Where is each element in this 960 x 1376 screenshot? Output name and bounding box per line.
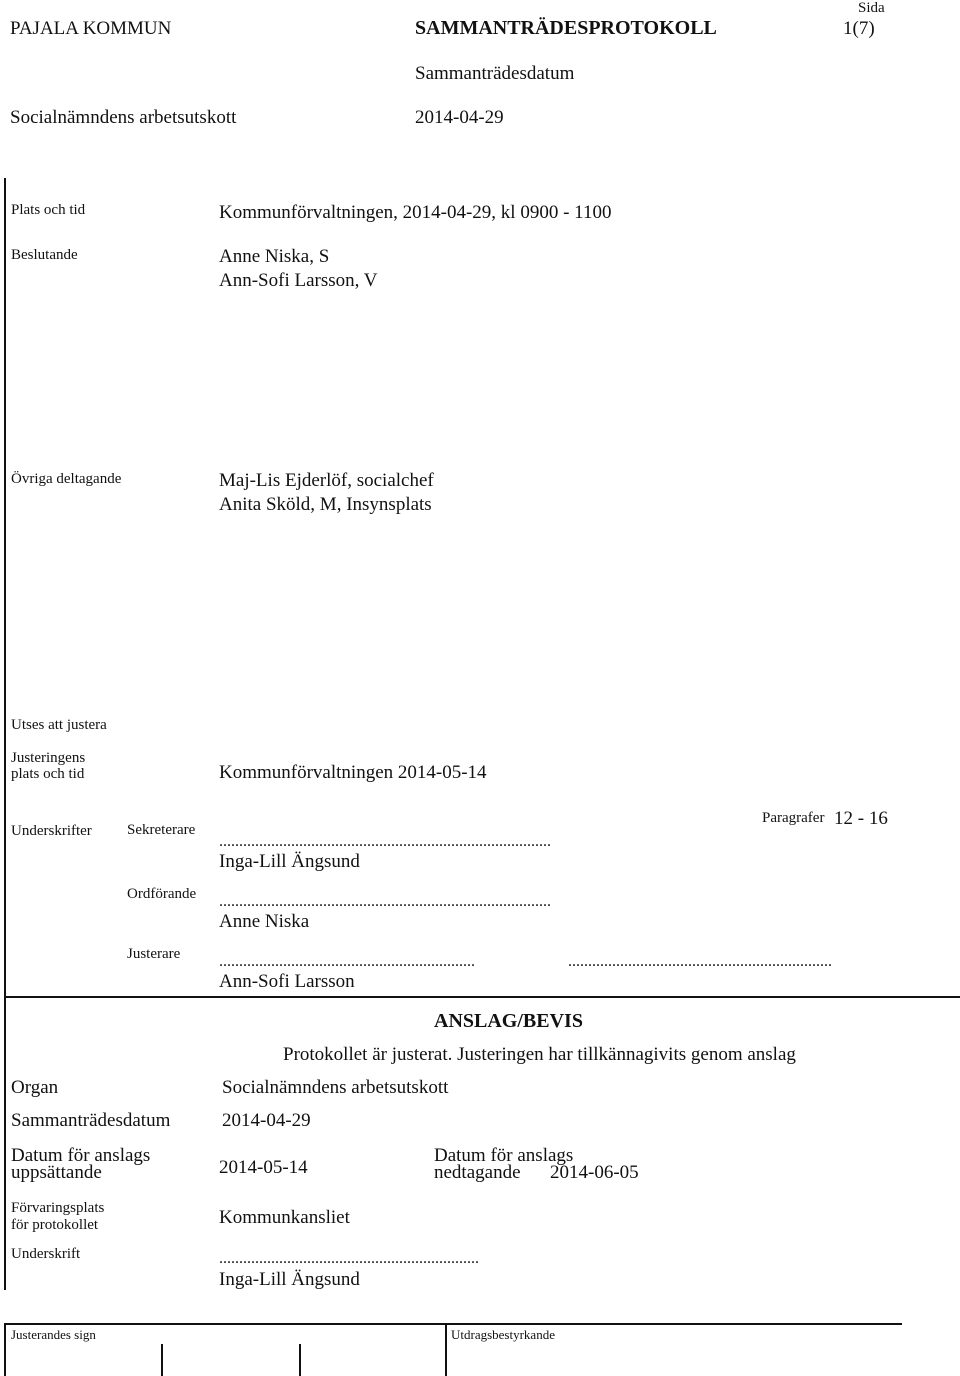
adjustment-place-label: plats och tid (11, 766, 85, 782)
signatures-label: Underskrifter (11, 823, 92, 839)
adjuster-label: Justerare (127, 946, 181, 962)
footer-box-divider (445, 1323, 447, 1376)
municipality-name: PAJALA KOMMUN (10, 18, 172, 39)
paragraphs-value: 12 - 16 (834, 808, 888, 829)
other-participants-label: Övriga deltagande (11, 471, 122, 487)
place-time-value: Kommunförvaltningen, 2014-04-29, kl 0900 - 1100 (219, 202, 612, 223)
removed-date-label: Datum för anslags (434, 1145, 574, 1166)
signature-label: Underskrift (11, 1246, 81, 1262)
storage-label: för protokollet (11, 1217, 99, 1233)
posted-date-value: 2014-05-14 (219, 1157, 308, 1178)
section-divider (4, 996, 960, 998)
removed-date-value: 2014-06-05 (550, 1162, 639, 1183)
extract-certifier-label: Utdragsbestyrkande (451, 1327, 555, 1342)
notice-meeting-date-value: 2014-04-29 (222, 1110, 311, 1131)
appointed-adjuster-label: Utses att justera (11, 717, 107, 733)
footer-box-divider (161, 1344, 163, 1376)
organ-value: Socialnämndens arbetsutskott (222, 1077, 449, 1098)
adjusters-sign-label: Justerandes sign (11, 1327, 96, 1342)
decision-maker-name: Anne Niska, S (219, 246, 330, 267)
notice-title: ANSLAG/BEVIS (434, 1010, 583, 1032)
adjuster-name: Ann-Sofi Larsson (219, 971, 355, 992)
page-number: 1(7) (843, 18, 875, 39)
notice-statement: Protokollet är justerat. Justeringen har tillkännagivits genom anslag (283, 1044, 796, 1065)
adjuster-signature-line: ................................................................ (219, 954, 475, 970)
chair-signature-line: ................................................................................... (219, 894, 551, 910)
storage-value: Kommunkansliet (219, 1207, 350, 1228)
chair-label: Ordförande (127, 886, 197, 902)
secretary-label: Sekreterare (127, 822, 196, 838)
notice-signature-line: ................................................................. (219, 1251, 479, 1267)
notice-signature-name: Inga-Lill Ängsund (219, 1269, 360, 1290)
footer-box-divider (4, 1323, 6, 1376)
adjustment-place-value: Kommunförvaltningen 2014-05-14 (219, 762, 487, 783)
place-time-label: Plats och tid (11, 202, 86, 218)
document-type-title: SAMMANTRÄDESPROTOKOLL (415, 17, 717, 39)
notice-meeting-date-label: Sammanträdesdatum (11, 1110, 171, 1131)
decision-makers-label: Beslutande (11, 247, 78, 263)
removed-date-label: nedtagande (434, 1162, 521, 1183)
footer-top-line (4, 1323, 902, 1325)
committee-name: Socialnämndens arbetsutskott (10, 107, 237, 128)
paragraphs-label: Paragrafer (762, 810, 825, 826)
left-border-line (4, 178, 6, 1290)
organ-label: Organ (11, 1077, 59, 1098)
secretary-signature-line: ................................................................................... (219, 834, 551, 850)
adjustment-place-label: Justeringens (11, 750, 86, 766)
other-participant-name: Maj-Lis Ejderlöf, socialchef (219, 470, 434, 491)
second-adjuster-signature-line: .................................................................. (568, 954, 832, 970)
other-participant-name: Anita Sköld, M, Insynsplats (219, 494, 432, 515)
decision-maker-name: Ann-Sofi Larsson, V (219, 270, 378, 291)
page-label: Sida (858, 0, 885, 16)
meeting-date-label: Sammanträdesdatum (415, 63, 575, 84)
meeting-date: 2014-04-29 (415, 107, 504, 128)
storage-label: Förvaringsplats (11, 1200, 105, 1216)
secretary-name: Inga-Lill Ängsund (219, 851, 360, 872)
chair-name: Anne Niska (219, 911, 310, 932)
footer-box-divider (299, 1344, 301, 1376)
posted-date-label: uppsättande (11, 1162, 102, 1183)
posted-date-label: Datum för anslags (11, 1145, 151, 1166)
